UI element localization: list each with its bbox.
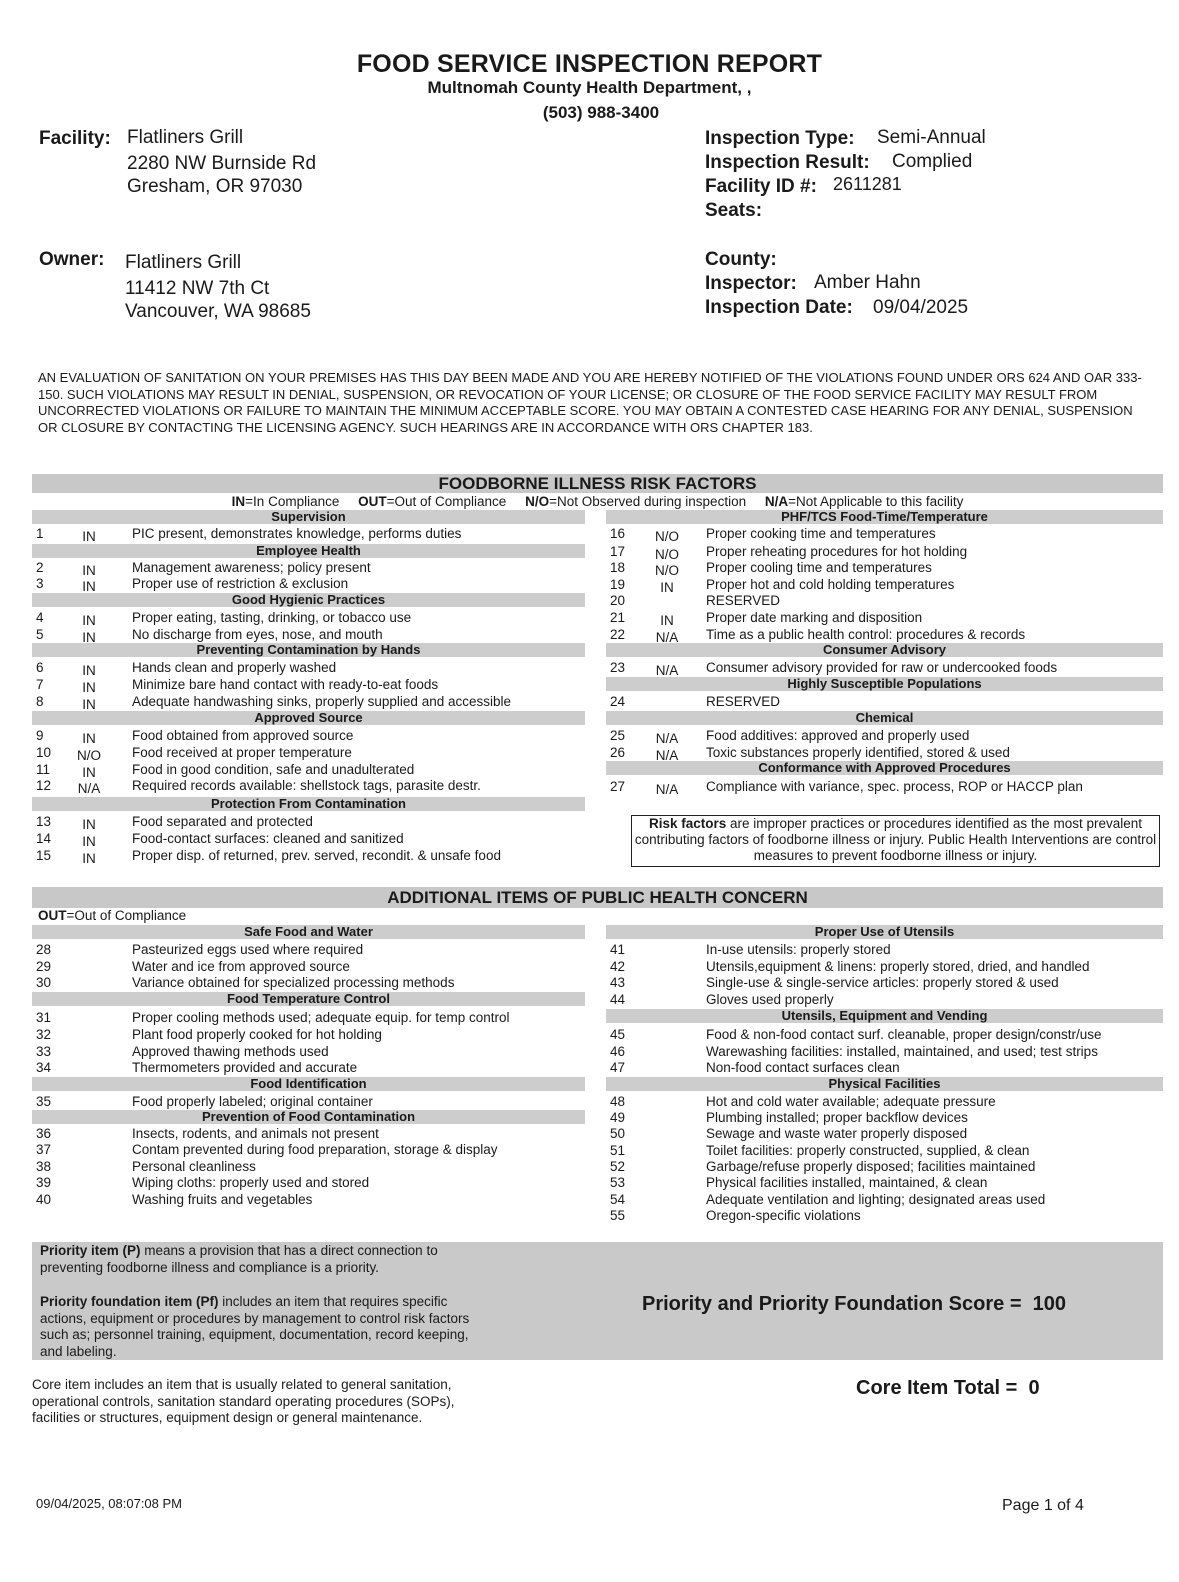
item-description: Food properly labeled; original container (132, 1094, 373, 1109)
item-number: 47 (610, 1060, 626, 1075)
item-status: IN (82, 613, 96, 628)
owner-address-line2: Vancouver, WA 98685 (125, 301, 311, 322)
item-number: 32 (36, 1027, 52, 1042)
item-status: N/O (76, 748, 101, 763)
facility-name: Flatliners Grill (127, 127, 244, 148)
item-status: IN (82, 851, 96, 866)
section-safe-food-water: Safe Food and Water (32, 925, 585, 939)
item-description: Wiping cloths: properly used and stored (132, 1175, 370, 1190)
item-description: Single-use & single-service articles: properly stored & used (706, 975, 1059, 990)
item-description: Toilet facilities: properly constructed, supplied, & clean (706, 1143, 1030, 1158)
inspection-date: 09/04/2025 (873, 297, 969, 318)
item-description: Plant food properly cooked for hot holding (132, 1027, 382, 1042)
risk-factors-note-text: are improper practices or procedures identified as the most prevalent contributing factors of foodborne illness or injury. Public Health Interventions are control measures to prevent foodborne illness or injury. (634, 816, 1157, 863)
section-conformance: Conformance with Approved Procedures (606, 761, 1163, 775)
owner-name: Flatliners Grill (125, 252, 242, 273)
item-description: Hands clean and properly washed (132, 660, 337, 675)
item-number: 21 (610, 610, 626, 625)
item-number: 25 (610, 728, 626, 743)
item-description: Warewashing facilities: installed, maintained, and used; test strips (706, 1044, 1098, 1059)
item-number: 49 (610, 1110, 626, 1125)
core-item-value: 0 (1028, 1377, 1040, 1399)
item-description: Proper reheating procedures for hot holding (706, 544, 968, 559)
priority-score (642, 1293, 1066, 1316)
section-supervision: Supervision (32, 510, 585, 524)
item-description: Food received at proper temperature (132, 745, 352, 760)
item-status: IN (82, 765, 96, 780)
item-number: 37 (36, 1142, 52, 1157)
item-status: IN (82, 663, 96, 678)
item-status: IN (82, 630, 96, 645)
section-utensils-equipment-vending: Utensils, Equipment and Vending (606, 1009, 1163, 1023)
legal-notice: AN EVALUATION OF SANITATION ON YOUR PREMISES HAS THIS DAY BEEN MADE AND YOU ARE HEREBY NOTIFIED OF THE VIOLATIONS FOUND UNDER ORS 624 AND OAR 333-150. SUCH VIOLATIONS MAY RESULT IN DENIAL, SUSPENSION, OR REVOCATION OF YOUR LICENSE; OR CLOSURE OF THE FOOD SERVICE FACILITY MAY RESULT FROM UNCORRECTED VIOLATIONS OR FAILURE TO MAINTAIN THE MINIMUM ACCEPTABLE SCORE. YOU MAY OBTAIN A CONTESTED CASE HEARING FOR ANY DENIAL, SUSPENSION OR CLOSURE BY CONTACTING THE LICENSING AGENCY. SUCH HEARINGS ARE IN ACCORDANCE WITH ORS CHAPTER 183. (38, 370, 1142, 435)
item-description: No discharge from eyes, nose, and mouth (132, 627, 383, 642)
item-number: 33 (36, 1044, 52, 1059)
item-description: Required records available: shellstock tags, parasite destr. (132, 778, 481, 793)
item-number: 36 (36, 1126, 52, 1141)
item-description: Sewage and waste water properly disposed (706, 1126, 968, 1141)
risk-factors-note (631, 815, 1160, 867)
item-description: Consumer advisory provided for raw or undercooked foods (706, 660, 1058, 675)
item-number: 50 (610, 1126, 626, 1141)
inspector-name: Amber Hahn (814, 272, 921, 293)
item-number: 53 (610, 1175, 626, 1190)
item-description: Food obtained from approved source (132, 728, 354, 743)
item-description: Food & non-food contact surf. cleanable, proper design/constr/use (706, 1027, 1102, 1042)
item-number: 22 (610, 627, 626, 642)
item-description: Variance obtained for specialized processing methods (132, 975, 455, 990)
item-description: Physical facilities installed, maintained, & clean (706, 1175, 988, 1190)
item-status: N/A (77, 781, 101, 796)
item-description: RESERVED (706, 593, 781, 608)
risk-factors-title: FOODBORNE ILLNESS RISK FACTORS (32, 474, 1163, 493)
section-proper-use-utensils: Proper Use of Utensils (606, 925, 1163, 939)
section-consumer-advisory: Consumer Advisory (606, 643, 1163, 657)
item-description: Contam prevented during food preparation, storage & display (132, 1142, 498, 1157)
inspection-type: Semi-Annual (877, 127, 986, 148)
item-description: RESERVED (706, 694, 781, 709)
inspection-date-label: Inspection Date: (705, 297, 853, 318)
item-description: Minimize bare hand contact with ready-to-eat foods (132, 677, 439, 692)
item-description: Proper cooling time and temperatures (706, 560, 932, 575)
item-number: 23 (610, 660, 626, 675)
page-number: Page 1 of 4 (1002, 1497, 1084, 1514)
facility-address-line2: Gresham, OR 97030 (127, 176, 303, 197)
facility-id-label: Facility ID #: (705, 176, 817, 197)
risk-factors-note-bold: Risk factors (648, 816, 727, 831)
item-description: Food separated and protected (132, 814, 313, 829)
priority-item-definition (40, 1243, 490, 1276)
item-number: 54 (610, 1192, 626, 1207)
additional-items-title: ADDITIONAL ITEMS OF PUBLIC HEALTH CONCERN (32, 887, 1163, 908)
section-phf-time-temperature: PHF/TCS Food-Time/Temperature (606, 510, 1163, 524)
item-status: IN (660, 580, 674, 595)
out-code: OUT (38, 908, 67, 923)
item-number: 16 (610, 526, 626, 541)
section-approved-source: Approved Source (32, 711, 585, 725)
item-number: 28 (36, 942, 52, 957)
section-food-temperature-control: Food Temperature Control (32, 992, 585, 1006)
legend-code: IN (231, 494, 246, 509)
item-description: Proper eating, tasting, drinking, or tobacco use (132, 610, 412, 625)
item-number: 24 (610, 694, 626, 709)
facility-label: Facility: (39, 128, 111, 149)
section-physical-facilities: Physical Facilities (606, 1077, 1163, 1091)
item-status: IN (82, 817, 96, 832)
item-number: 11 (36, 762, 51, 777)
legend-text: =In Compliance (245, 494, 340, 509)
item-description: PIC present, demonstrates knowledge, performs duties (132, 526, 462, 541)
item-description: Gloves used properly (706, 992, 834, 1007)
priority-item-text: means a provision that has a direct connection to preventing foodborne illness and compliance is a priority. (40, 1243, 438, 1275)
report-title: FOOD SERVICE INSPECTION REPORT (356, 50, 823, 78)
item-number: 12 (36, 778, 52, 793)
item-number: 7 (36, 677, 44, 692)
item-status: IN (82, 563, 96, 578)
legend-text: =Not Observed during inspection (549, 494, 747, 509)
item-status: IN (82, 680, 96, 695)
item-status: N/A (655, 663, 679, 678)
item-number: 30 (36, 975, 52, 990)
county-label: County: (705, 249, 777, 270)
inspection-result: Complied (892, 151, 973, 172)
item-number: 41 (610, 942, 626, 957)
item-status: IN (82, 697, 96, 712)
section-food-identification: Food Identification (32, 1077, 585, 1091)
core-item-total (856, 1377, 1040, 1400)
item-number: 45 (610, 1027, 626, 1042)
item-number: 52 (610, 1159, 626, 1174)
item-number: 46 (610, 1044, 626, 1059)
legend-text: =Out of Compliance (386, 494, 507, 509)
item-number: 5 (36, 627, 44, 642)
item-number: 44 (610, 992, 626, 1007)
item-number: 6 (36, 660, 44, 675)
section-protection-from-contamination: Protection From Contamination (32, 797, 585, 811)
item-number: 31 (36, 1010, 52, 1025)
department-name: Multnomah County Health Department, , (427, 78, 752, 97)
item-number: 18 (610, 560, 626, 575)
section-chemical: Chemical (606, 711, 1163, 725)
item-number: 55 (610, 1208, 626, 1223)
item-description: Oregon-specific violations (706, 1208, 861, 1223)
facility-id: 2611281 (833, 174, 902, 194)
item-description: Adequate handwashing sinks, properly supplied and accessible (132, 694, 511, 709)
item-number: 42 (610, 959, 626, 974)
item-status: N/A (655, 630, 679, 645)
item-number: 29 (36, 959, 52, 974)
item-status: N/O (654, 563, 679, 578)
item-number: 27 (610, 779, 626, 794)
item-status: IN (660, 613, 674, 628)
item-description: Adequate ventilation and lighting; designated areas used (706, 1192, 1046, 1207)
item-status: N/O (654, 547, 679, 562)
item-number: 38 (36, 1159, 52, 1174)
legend-code: N/A (764, 494, 789, 509)
item-status: IN (82, 731, 96, 746)
item-description: Proper cooking time and temperatures (706, 526, 936, 541)
item-description: Food-contact surfaces: cleaned and sanitized (132, 831, 404, 846)
item-description: Hot and cold water available; adequate pressure (706, 1094, 996, 1109)
item-description: Toxic substances properly identified, stored & used (706, 745, 1010, 760)
item-number: 26 (610, 745, 626, 760)
priority-foundation-definition (40, 1294, 490, 1360)
item-number: 14 (36, 831, 52, 846)
core-item-label: Core Item Total = (856, 1377, 1018, 1399)
item-description: Utensils,equipment & linens: properly stored, dried, and handled (706, 959, 1090, 974)
core-item-definition: Core item includes an item that is usually related to general sanitation, operational controls, sanitation standard operating procedures (SOPs), facilities or structures, equipment design or general maintenance. (32, 1377, 455, 1425)
item-description: Proper hot and cold holding temperatures (706, 577, 955, 592)
section-highly-susceptible: Highly Susceptible Populations (606, 677, 1163, 691)
out-legend (38, 908, 186, 923)
section-preventing-contamination-hands: Preventing Contamination by Hands (32, 643, 585, 657)
item-description: Non-food contact surfaces clean (706, 1060, 900, 1075)
item-description: In-use utensils: properly stored (706, 942, 891, 957)
inspection-result-label: Inspection Result: (705, 152, 870, 173)
owner-label: Owner: (39, 249, 105, 270)
facility-address-line1: 2280 NW Burnside Rd (127, 153, 317, 174)
item-number: 48 (610, 1094, 626, 1109)
item-number: 17 (610, 544, 626, 559)
item-description: Food additives: approved and properly used (706, 728, 970, 743)
out-text: =Out of Compliance (66, 908, 187, 923)
item-number: 35 (36, 1094, 52, 1109)
item-number: 34 (36, 1060, 52, 1075)
item-number: 3 (36, 576, 44, 591)
priority-score-value: 100 (1032, 1293, 1067, 1315)
item-description: Washing fruits and vegetables (132, 1192, 313, 1207)
item-number: 4 (36, 610, 44, 625)
item-description: Management awareness; policy present (132, 560, 371, 575)
item-description: Insects, rodents, and animals not present (132, 1126, 379, 1141)
item-number: 13 (36, 814, 52, 829)
item-status: N/A (655, 731, 679, 746)
item-description: Compliance with variance, spec. process, ROP or HACCP plan (706, 779, 1083, 794)
item-number: 15 (36, 848, 52, 863)
priority-foundation-term: Priority foundation item (Pf) (40, 1294, 219, 1309)
item-status: N/O (654, 529, 679, 544)
item-number: 19 (610, 577, 626, 592)
item-number: 1 (36, 526, 44, 541)
item-status: IN (82, 579, 96, 594)
inspection-type-label: Inspection Type: (705, 128, 855, 149)
item-status: IN (82, 529, 96, 544)
item-description: Garbage/refuse properly disposed; facilities maintained (706, 1159, 1036, 1174)
owner-address-line1: 11412 NW 7th Ct (125, 278, 270, 299)
item-description: Water and ice from approved source (132, 959, 350, 974)
item-status: N/A (655, 748, 679, 763)
print-timestamp: 09/04/2025, 08:07:08 PM (36, 1496, 183, 1511)
priority-foundation-text: includes an item that requires specific actions, equipment or procedures by management to control risk factors such as; personnel training, equipment, documentation, record keeping, and labeling. (40, 1294, 470, 1359)
item-description: Time as a public health control: procedures & records (706, 627, 1026, 642)
section-prevention-food-contamination: Prevention of Food Contamination (32, 1110, 585, 1124)
seats-label: Seats: (705, 200, 763, 221)
item-number: 51 (610, 1143, 626, 1158)
item-number: 40 (36, 1192, 52, 1207)
item-number: 10 (36, 745, 52, 760)
item-description: Approved thawing methods used (132, 1044, 329, 1059)
item-description: Proper cooling methods used; adequate equip. for temp control (132, 1010, 510, 1025)
item-number: 39 (36, 1175, 52, 1190)
section-employee-health: Employee Health (32, 544, 585, 558)
item-description: Food in good condition, safe and unadulterated (132, 762, 415, 777)
compliance-legend (32, 494, 1163, 509)
item-number: 9 (36, 728, 44, 743)
item-description: Plumbing installed; proper backflow devices (706, 1110, 968, 1125)
item-description: Pasteurized eggs used where required (132, 942, 364, 957)
legend-code: OUT (358, 494, 387, 509)
legend-code: N/O (525, 494, 550, 509)
priority-item-term: Priority item (P) (40, 1243, 141, 1258)
item-status: IN (82, 834, 96, 849)
item-number: 8 (36, 694, 44, 709)
section-good-hygienic-practices: Good Hygienic Practices (32, 593, 585, 607)
inspector-label: Inspector: (705, 273, 797, 294)
item-status: N/A (655, 782, 679, 797)
item-number: 2 (36, 560, 44, 575)
department-phone: (503) 988-3400 (542, 103, 660, 122)
item-description: Proper date marking and disposition (706, 610, 923, 625)
item-description: Thermometers provided and accurate (132, 1060, 358, 1075)
item-description: Proper disp. of returned, prev. served, recondit. & unsafe food (132, 848, 501, 863)
priority-score-label: Priority and Priority Foundation Score = (642, 1293, 1022, 1315)
item-number: 43 (610, 975, 626, 990)
item-number: 20 (610, 593, 626, 608)
item-description: Proper use of restriction & exclusion (132, 576, 349, 591)
item-description: Personal cleanliness (132, 1159, 256, 1174)
legend-text: =Not Applicable to this facility (788, 494, 964, 509)
